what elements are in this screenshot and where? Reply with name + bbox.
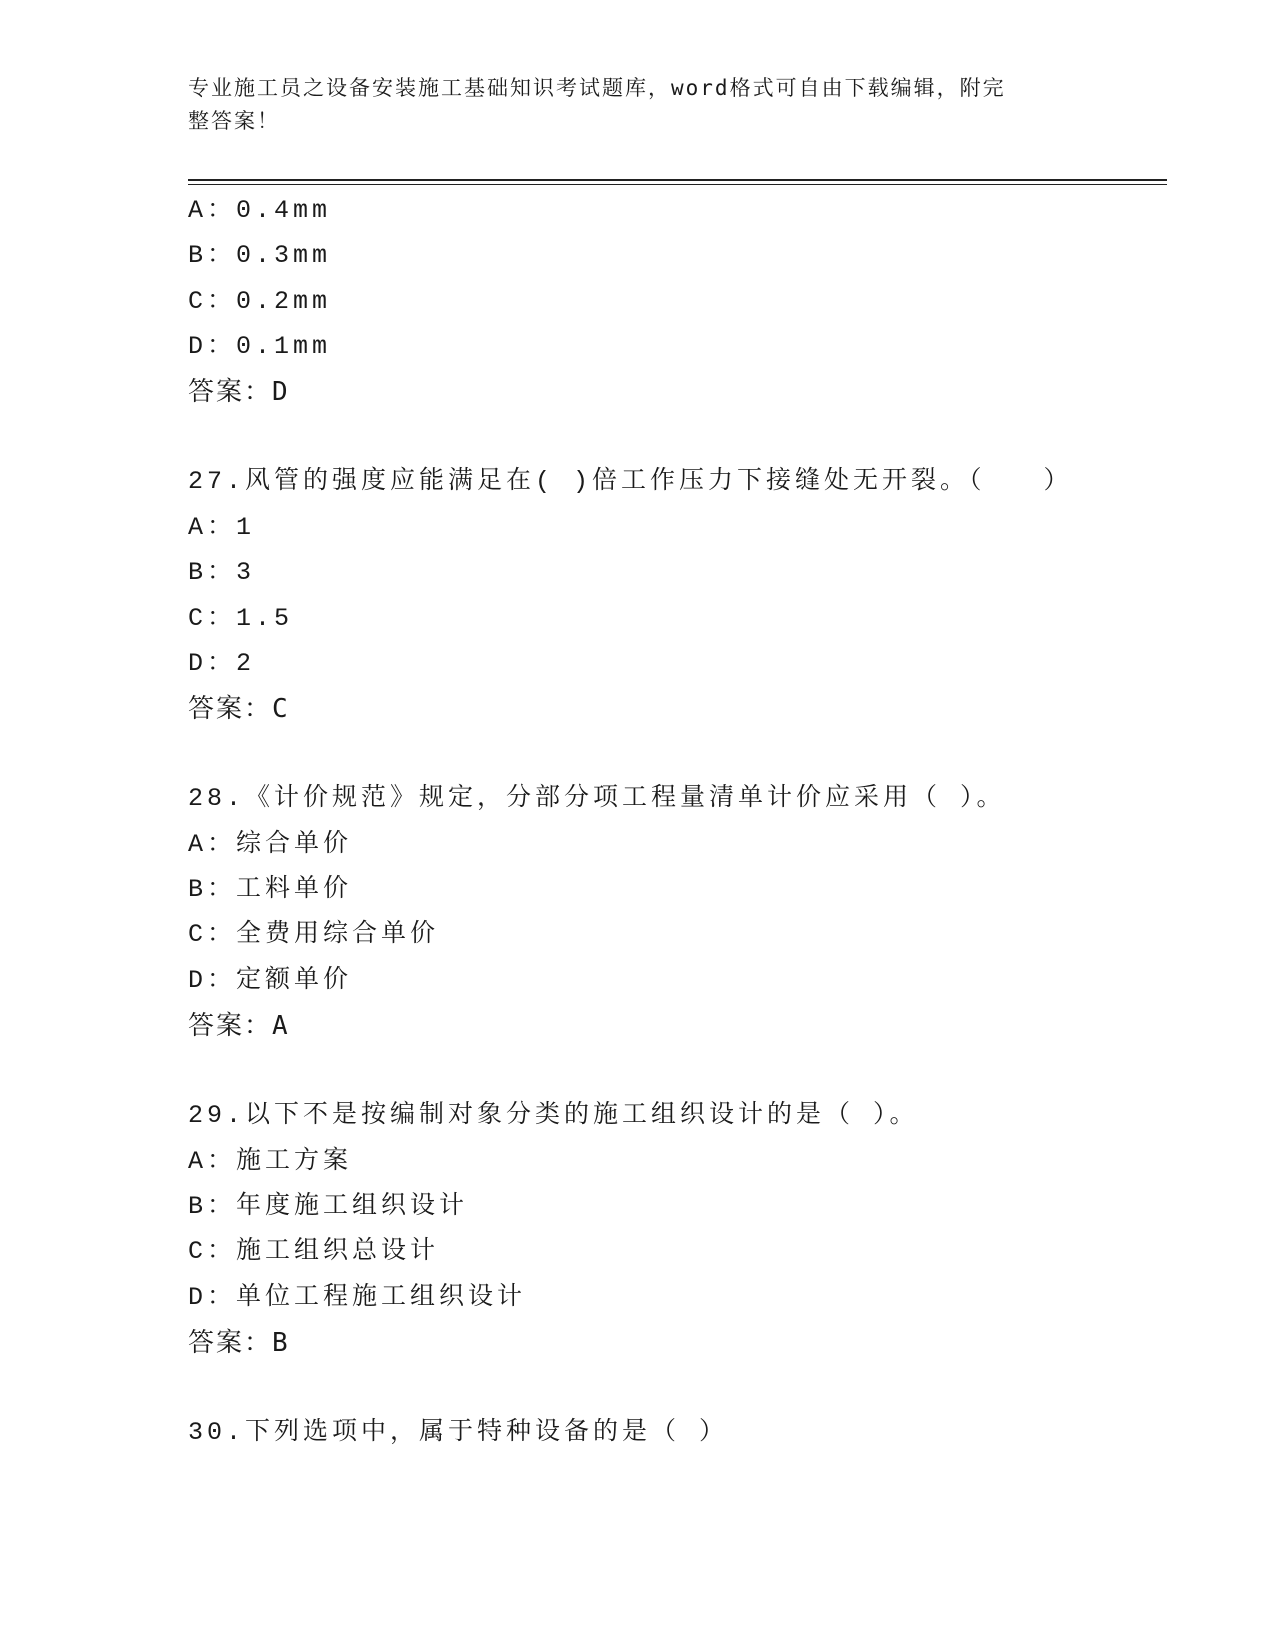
option-a: A：0.4mm: [188, 196, 332, 225]
option-b: B：3: [188, 558, 256, 587]
answer-line: 答案：D: [188, 377, 290, 407]
header-rule-thick: [188, 179, 1167, 181]
option-d: D：单位工程施工组织设计: [188, 1283, 527, 1312]
question-28: 28.《计价规范》规定，分部分项工程量清单计价应采用（ ）。: [188, 784, 1006, 813]
document-header: [188, 72, 1088, 138]
option-c: C：1.5: [188, 604, 294, 633]
option-d: D：0.1mm: [188, 332, 332, 361]
answer-line: 答案：B: [188, 1328, 290, 1358]
header-rule-thin: [188, 184, 1167, 185]
option-a: A：综合单价: [188, 830, 353, 859]
header-line-2: 整答案！: [188, 109, 280, 133]
header-line-1: 专业施工员之设备安装施工基础知识考试题库，word格式可自由下载编辑，附完: [188, 76, 1006, 100]
option-b: B：年度施工组织设计: [188, 1192, 469, 1221]
question-29: 29.以下不是按编制对象分类的施工组织设计的是（ ）。: [188, 1101, 919, 1130]
answer-line: 答案：C: [188, 694, 290, 724]
option-d: D：定额单价: [188, 966, 353, 995]
option-d: D：2: [188, 649, 256, 678]
option-a: A：1: [188, 513, 256, 542]
option-c: C：全费用综合单价: [188, 920, 440, 949]
answer-line: 答案：A: [188, 1011, 290, 1041]
question-27: 27.风管的强度应能满足在( )倍工作压力下接缝处无开裂。（ ）: [188, 467, 1073, 496]
option-b: B：0.3mm: [188, 241, 332, 270]
option-c: C：施工组织总设计: [188, 1237, 440, 1266]
option-c: C：0.2mm: [188, 287, 332, 316]
question-30: 30.下列选项中，属于特种设备的是（ ）: [188, 1418, 729, 1447]
option-b: B：工料单价: [188, 875, 353, 904]
option-a: A：施工方案: [188, 1147, 353, 1176]
